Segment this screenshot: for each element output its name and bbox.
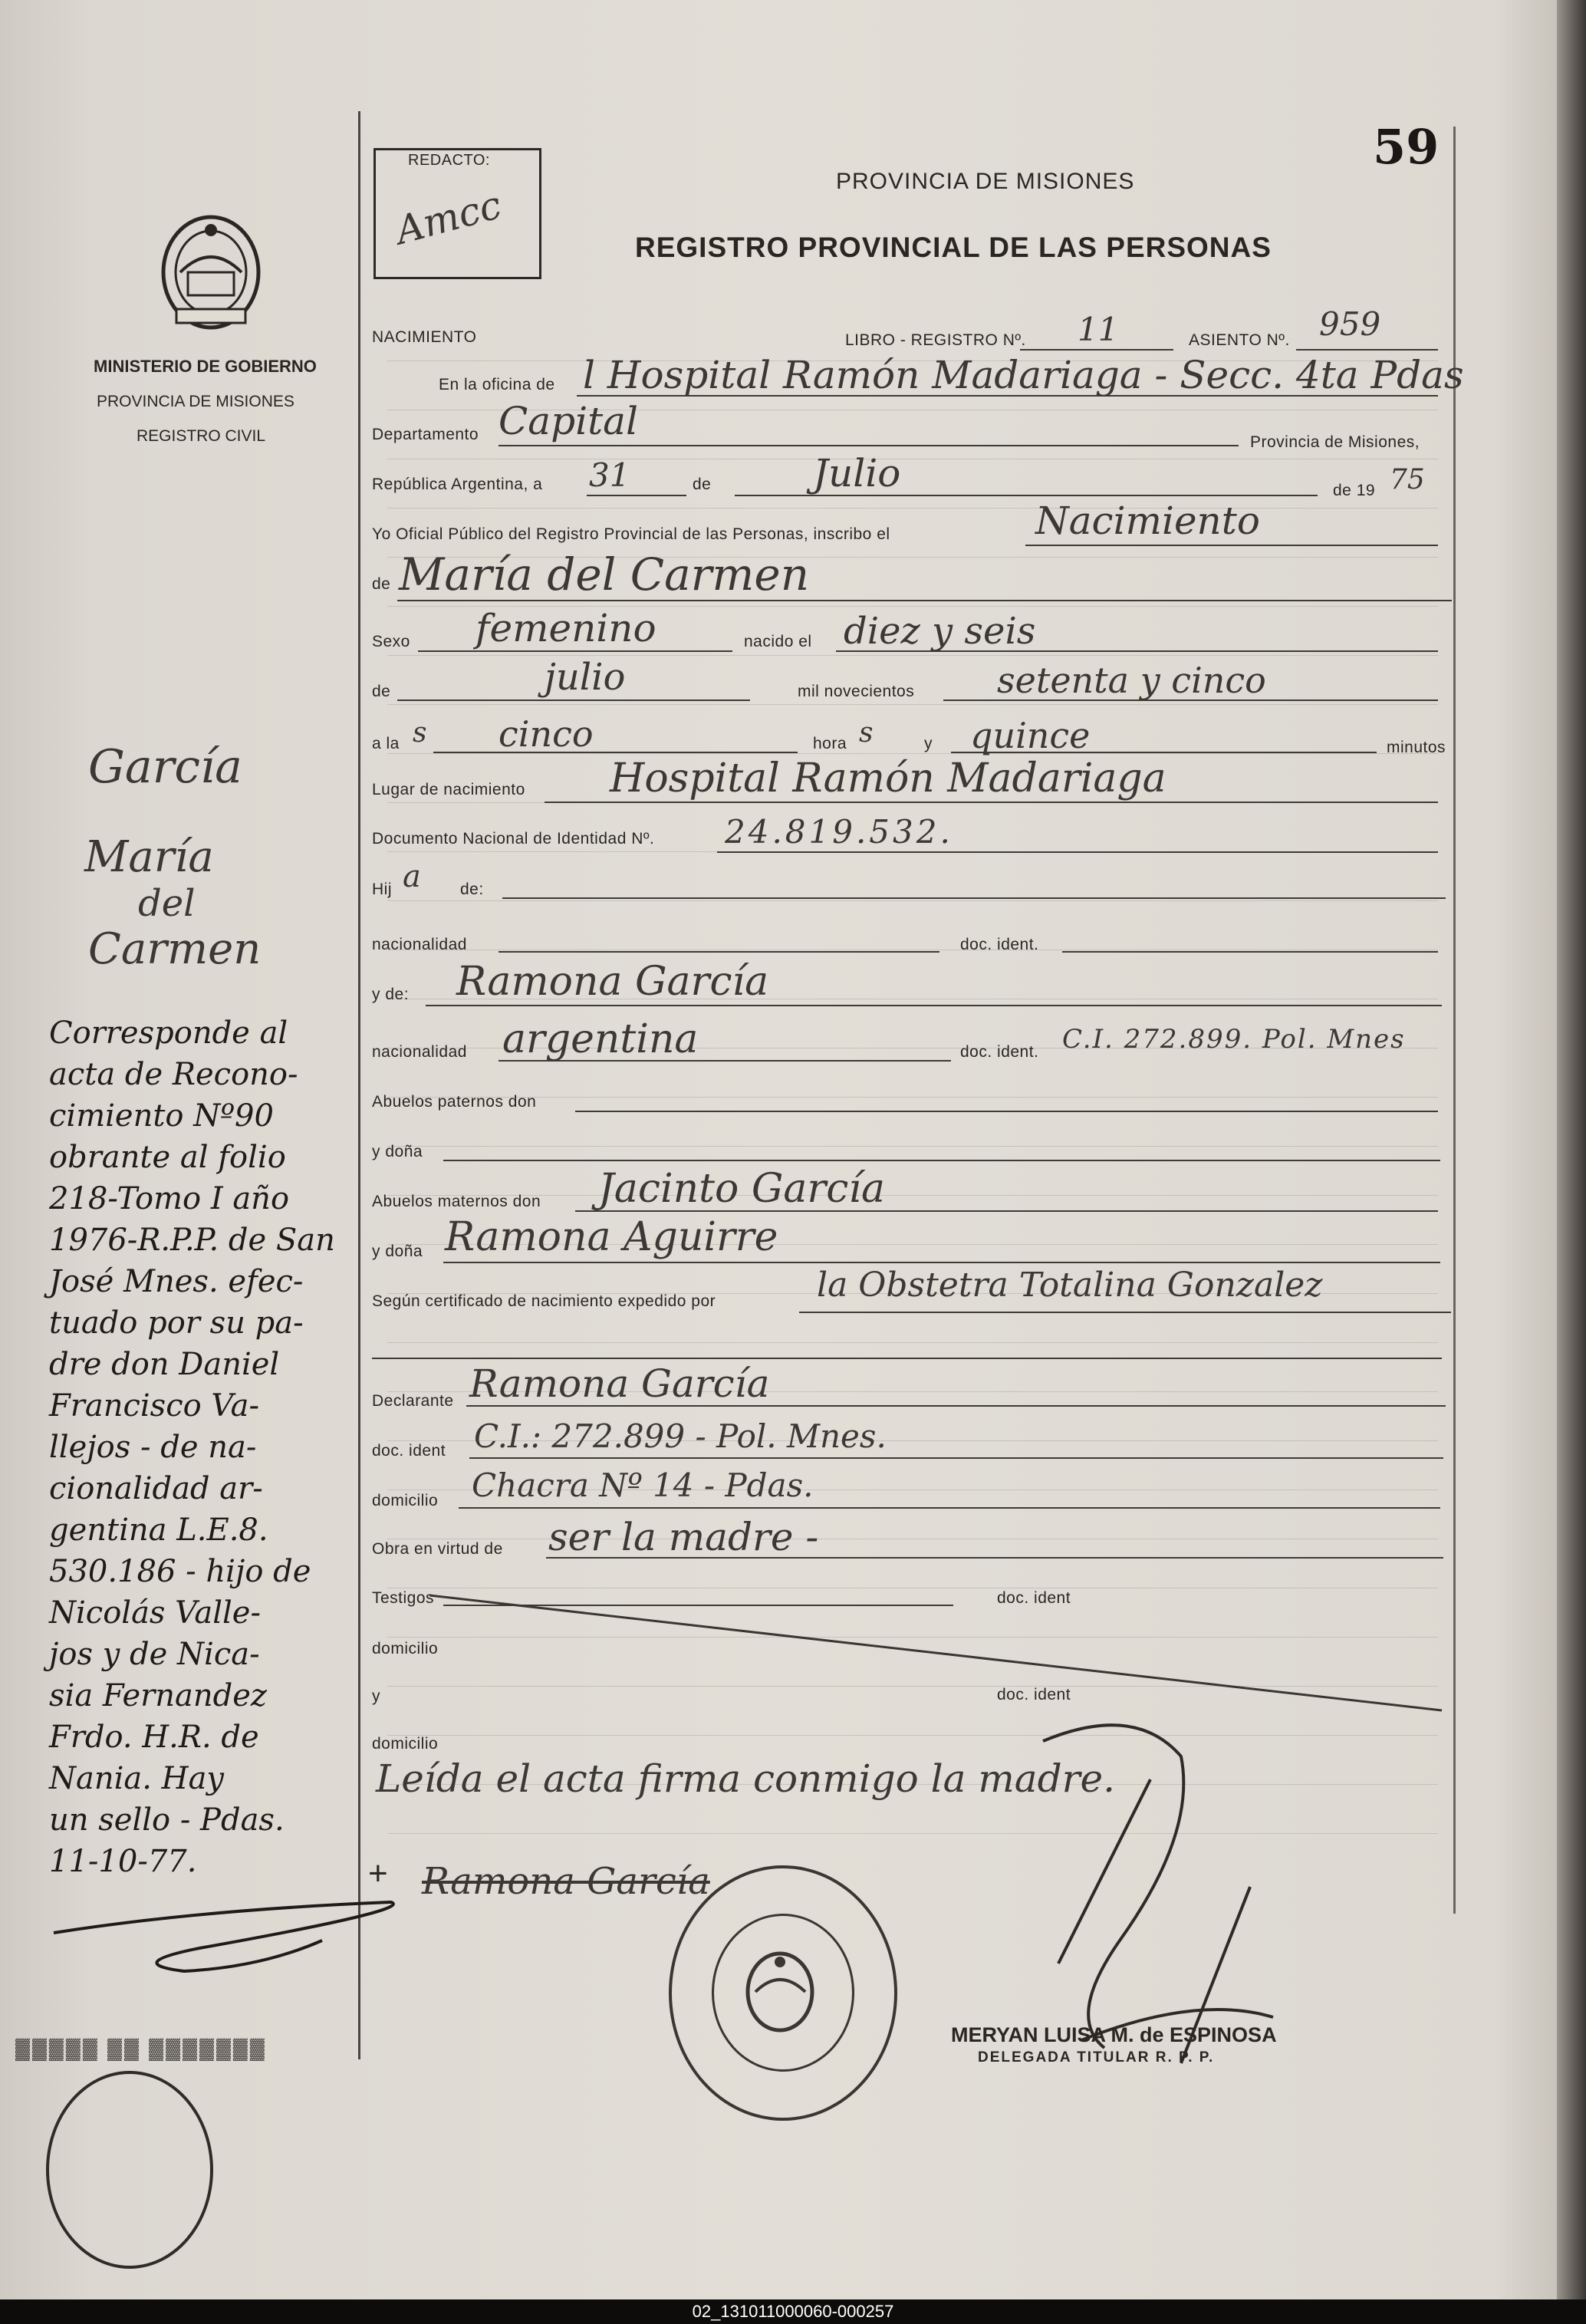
margin-note-line: 1976-R.P.P. de San <box>49 1223 335 1258</box>
declarante-value: Ramona García <box>469 1361 770 1406</box>
sexo-line <box>418 650 732 652</box>
margin-note-line: dre don Daniel <box>49 1347 280 1382</box>
y-label: y <box>924 735 933 752</box>
docident1-label: doc. ident. <box>960 936 1039 953</box>
margin-note-line: sia Fernandez <box>49 1678 267 1713</box>
mil-label: mil novecientos <box>798 683 915 700</box>
asiento-value: 959 <box>1319 305 1381 343</box>
libro-line <box>1020 349 1173 351</box>
ydona2-label: y doña <box>372 1243 423 1260</box>
domicilio2-label: domicilio <box>372 1640 439 1657</box>
segun-value: la Obstetra Totalina Gonzalez <box>817 1266 1323 1305</box>
lugar-value: Hospital Ramón Madariaga <box>610 755 1166 802</box>
dni-line <box>717 851 1438 853</box>
departamento-label: Departamento <box>372 426 479 443</box>
margin-note-line: Corresponde al <box>49 1016 288 1051</box>
margin-note-line: 11-10-77. <box>49 1844 197 1879</box>
abuelos-pat-line <box>575 1111 1438 1112</box>
margin-seal <box>46 2071 213 2269</box>
hij-label: Hij <box>372 881 392 898</box>
ruled-line <box>387 1195 1438 1196</box>
margin-note-line: un sello - Pdas. <box>49 1802 285 1838</box>
ydona1-label: y doña <box>372 1143 423 1160</box>
hora-value: cinco <box>499 713 594 755</box>
abuelos-pat-label: Abuelos paternos don <box>372 1093 537 1111</box>
nacimiento-label: NACIMIENTO <box>372 328 477 346</box>
ruled-line <box>387 900 1438 901</box>
docident3-label: doc. ident <box>372 1442 446 1460</box>
segun-label: Según certificado de nacimiento expedido por <box>372 1292 716 1310</box>
margin-note-line: Nania. Hay <box>49 1761 225 1796</box>
abuelos-mat-label: Abuelos maternos don <box>372 1193 541 1210</box>
domicilio1-label: domicilio <box>372 1492 439 1509</box>
hij-suffix: a <box>403 859 421 894</box>
margin-note-line: acta de Recono- <box>49 1057 298 1092</box>
docident5-label: doc. ident <box>997 1686 1071 1703</box>
departamento-line <box>499 445 1239 446</box>
margin-note-line: Francisco Va- <box>49 1388 259 1424</box>
nacido-label: nacido el <box>744 633 812 650</box>
hij-de-label: de: <box>460 881 484 898</box>
domicilio1-line <box>459 1507 1440 1509</box>
footer-id: 02_131011000060-000257 <box>0 2299 1586 2324</box>
domicilio1-value: Chacra Nº 14 - Pdas. <box>472 1466 814 1504</box>
nombre-value: María del Carmen <box>399 548 810 601</box>
anio-label: de 19 <box>1333 482 1376 499</box>
mil-value: setenta y cinco <box>997 660 1266 701</box>
ruled-line <box>387 704 1438 705</box>
ala-suffix: s <box>413 717 427 749</box>
redacto-value: Amcc <box>390 182 506 254</box>
republica-label: República Argentina, a <box>372 476 543 493</box>
mes2-value: julio <box>545 656 626 699</box>
margin-given3: Carmen <box>88 924 262 974</box>
ministry-registry: REGISTRO CIVIL <box>137 427 266 445</box>
sexo-value: femenino <box>475 606 656 650</box>
segun-line-2 <box>372 1358 1442 1359</box>
margin-note-line: gentina L.E.8. <box>49 1513 268 1548</box>
ruled-line <box>387 1342 1438 1343</box>
margin-surname: García <box>88 740 242 794</box>
de2-label: de <box>372 683 391 700</box>
dni-value: 24.819.532. <box>725 813 953 851</box>
yo-oficial-label: Yo Oficial Público del Registro Provincial de las Personas, inscribo el <box>372 525 890 543</box>
margin-note-line: José Mnes. efec- <box>49 1264 304 1299</box>
hora-line <box>433 752 798 753</box>
ruled-line <box>387 1146 1438 1147</box>
official-signature <box>997 1710 1327 2071</box>
ydona2-line <box>443 1262 1440 1263</box>
testigos-label: Testigos <box>372 1589 435 1607</box>
lugar-line <box>545 802 1438 803</box>
margin-note-line: 218-Tomo I año <box>49 1181 290 1216</box>
official-role: DELEGADA TITULAR R. P. P. <box>978 2049 1215 2066</box>
ala-label: a la <box>372 735 400 752</box>
docident2-value: C.I. 272.899. Pol. Mnes <box>1062 1024 1406 1055</box>
departamento-value: Capital <box>499 399 638 443</box>
margin-given1: María <box>84 832 214 882</box>
nacionalidad2-label: nacionalidad <box>372 1043 467 1061</box>
minutos-value: quince <box>970 715 1091 756</box>
asiento-line <box>1296 349 1438 351</box>
oficina-label: En la oficina de <box>439 376 555 393</box>
libro-value: 11 <box>1078 311 1119 348</box>
nacionalidad1-label: nacionalidad <box>372 936 467 953</box>
libro-label: LIBRO - REGISTRO Nº. <box>845 331 1026 349</box>
nacionalidad2-value: argentina <box>502 1016 699 1062</box>
declarante-label: Declarante <box>372 1392 454 1410</box>
ydona2-value: Ramona Aguirre <box>445 1214 778 1260</box>
docident1-line <box>1062 951 1438 953</box>
dia-line <box>587 495 686 496</box>
nacido-value: diez y seis <box>844 610 1036 653</box>
margin-note-line: jos y de Nica- <box>49 1637 260 1672</box>
obra-value: ser la madre - <box>548 1515 819 1559</box>
margin-note-line: llejos - de na- <box>49 1430 257 1465</box>
firma-madre-prefix: + <box>368 1855 388 1892</box>
mes-value: Julio <box>813 451 901 495</box>
margin-rule <box>358 111 360 2059</box>
margin-signature <box>46 1887 506 2010</box>
y3-label: y <box>372 1687 380 1705</box>
segun-line <box>799 1312 1451 1313</box>
redacto-label: REDACTO: <box>408 152 490 169</box>
abuelos-mat-value: Jacinto García <box>598 1166 885 1212</box>
ruled-line <box>387 508 1438 509</box>
leida-value: Leída el acta firma conmigo la madre. <box>376 1756 1115 1801</box>
horas-label: hora <box>813 735 847 752</box>
asiento-label: ASIENTO Nº. <box>1189 331 1290 349</box>
dia-value: 31 <box>589 456 630 494</box>
cancel-stroke <box>429 1588 1449 1718</box>
horas-suffix: s <box>859 717 874 749</box>
oficina-value: l Hospital Ramón Madariaga - Secc. 4ta Pdas <box>583 353 1464 397</box>
margin-seal-text: ▓▓▓▓▓ ▓▓ ▓▓▓▓▓▓▓ <box>15 2036 267 2059</box>
yo-oficial-line <box>1025 545 1438 546</box>
margin-note-line: tuado por su pa- <box>49 1305 304 1341</box>
lugar-label: Lugar de nacimiento <box>372 781 525 798</box>
docident3-line <box>469 1457 1443 1459</box>
yo-oficial-value: Nacimiento <box>1035 499 1260 543</box>
yde-label: y de: <box>372 986 410 1003</box>
margin-annotation <box>49 1012 335 1882</box>
nacionalidad1-line <box>499 951 939 953</box>
margin-note-line: Frdo. H.R. de <box>49 1720 259 1755</box>
margin-note-line: cionalidad ar- <box>49 1471 263 1506</box>
docident4-label: doc. ident <box>997 1589 1071 1607</box>
page-number: 59 <box>1373 119 1440 175</box>
de-label: de <box>693 476 712 493</box>
minutos-label: minutos <box>1387 739 1446 756</box>
provincia-label: Provincia de Misiones, <box>1250 433 1420 451</box>
mes2-line <box>397 700 750 701</box>
header-province: PROVINCIA DE MISIONES <box>836 169 1135 194</box>
madre-line <box>426 1005 1442 1006</box>
page-edge <box>1557 0 1586 2299</box>
de-nombre-label: de <box>372 575 391 593</box>
margin-given2: del <box>138 882 196 925</box>
margin-note-line: obrante al folio <box>49 1140 286 1175</box>
ministry-title: MINISTERIO DE GOBIERNO <box>94 357 317 376</box>
header-title: REGISTRO PROVINCIAL DE LAS PERSONAS <box>635 232 1272 263</box>
margin-note-line: cimiento Nº90 <box>49 1098 274 1134</box>
madre-value: Ramona García <box>456 959 769 1005</box>
official-name: MERYAN LUISA M. de ESPINOSA <box>951 2023 1277 2046</box>
anio-value: 75 <box>1390 464 1425 495</box>
seal-crest-icon <box>736 1948 824 2036</box>
docident2-label: doc. ident. <box>960 1043 1039 1061</box>
coat-of-arms-icon <box>153 211 268 334</box>
obra-label: Obra en virtud de <box>372 1540 503 1558</box>
hij-line <box>502 897 1446 899</box>
ministry-province: PROVINCIA DE MISIONES <box>97 393 294 410</box>
firma-madre: Ramona García <box>422 1860 710 1903</box>
domicilio3-label: domicilio <box>372 1735 439 1753</box>
margin-note-line: 530.186 - hijo de <box>49 1554 311 1589</box>
dni-label: Documento Nacional de Identidad Nº. <box>372 830 655 848</box>
margin-note-line: Nicolás Valle- <box>49 1595 261 1631</box>
docident3-value: C.I.: 272.899 - Pol. Mnes. <box>474 1417 887 1455</box>
ydona1-line <box>443 1160 1440 1161</box>
sexo-label: Sexo <box>372 633 410 650</box>
ruled-line <box>387 1097 1438 1098</box>
